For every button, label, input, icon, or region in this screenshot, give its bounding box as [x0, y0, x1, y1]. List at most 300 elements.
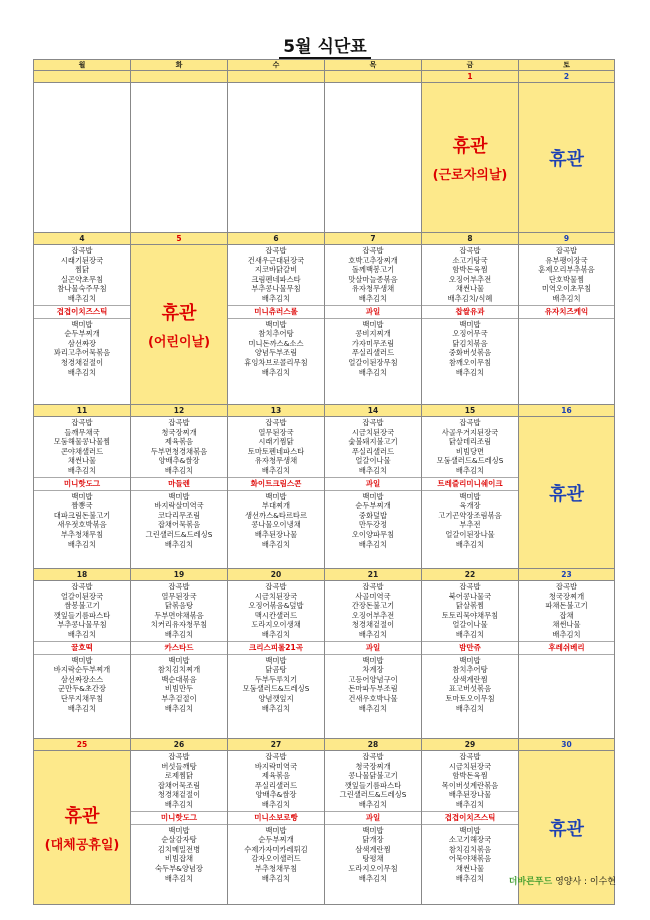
menu-item: 북어콩나물국	[448, 591, 492, 601]
menu-item: 배추김치	[455, 539, 485, 549]
snack-item: 찹쌀유과	[422, 305, 518, 319]
menu-cell	[228, 581, 325, 739]
menu-row	[34, 83, 615, 233]
menu-item: 참치추어탕	[258, 329, 294, 339]
menu-item: 배추김치	[164, 539, 194, 549]
menu-item: 양배추&쌈장	[158, 456, 200, 466]
menu-item: 오징어부추전	[448, 274, 492, 284]
menu-item: 배추김치	[261, 703, 291, 713]
menu-item: 배추김치	[552, 293, 581, 303]
date-number: 30	[519, 739, 615, 751]
dinner-menu	[228, 491, 324, 551]
menu-item: 참깨오이무침	[448, 357, 492, 367]
empty-cell	[131, 83, 228, 233]
menu-item: 잡곡밥	[71, 582, 93, 591]
holiday-label: 휴관	[549, 483, 584, 505]
dinner-menu	[422, 655, 518, 715]
date-row	[34, 569, 615, 581]
menu-item: 얼갈이나물	[452, 620, 488, 630]
date-number: 15	[422, 405, 519, 417]
menu-item: 배추김치	[358, 703, 388, 713]
menu-item: 감자오이샐러드	[251, 854, 301, 864]
menu-item: 백미밥	[362, 319, 384, 329]
menu-item: 바지락살미역국	[154, 501, 204, 511]
dinner-menu	[325, 655, 421, 715]
dinner-menu	[325, 825, 421, 885]
menu-item: 삼선짜장	[67, 338, 97, 348]
lunch-menu	[131, 751, 227, 811]
lunch-menu	[422, 417, 518, 477]
menu-item: 잡곡밥	[168, 418, 190, 427]
lunch-menu	[131, 581, 227, 641]
menu-item: 부추콩나물무침	[57, 620, 107, 630]
menu-item: 배추김치	[261, 539, 291, 549]
snack-item: 카스타드	[131, 641, 227, 655]
snack-item: 후레쉬베리	[519, 641, 614, 655]
menu-item: 푸실리샐러드	[351, 446, 395, 456]
menu-item: 부추콩나물무침	[251, 284, 301, 294]
menu-cell	[34, 581, 131, 739]
date-number: 19	[131, 569, 228, 581]
menu-row	[34, 245, 615, 405]
date-number: 22	[422, 569, 519, 581]
menu-cell	[131, 581, 228, 739]
menu-item: 양배추&쌈장	[255, 790, 297, 800]
menu-item: 새우젓호박볶음	[57, 520, 107, 530]
date-row	[34, 405, 615, 417]
holiday-label: 휴관	[549, 148, 584, 170]
menu-item: 순살감자탕	[161, 835, 197, 845]
menu-item: 배추김치	[67, 367, 97, 377]
menu-item: 바지락미역국	[254, 761, 298, 771]
dinner-menu	[34, 491, 130, 551]
menu-item: 치커리유자청무침	[150, 620, 208, 630]
snack-item: 유자치즈케익	[519, 305, 614, 319]
menu-item: 배추김치	[358, 367, 388, 377]
empty-cell	[325, 83, 422, 233]
date-number: 6	[228, 233, 325, 245]
menu-item: 잡곡밥	[555, 246, 578, 255]
menu-item: 닭볶음탕	[164, 601, 194, 611]
menu-item: 잡곡밥	[71, 246, 93, 255]
snack-item: 과일	[325, 641, 421, 655]
dinner-menu	[325, 319, 421, 379]
menu-item: 배추김치	[358, 465, 388, 475]
date-number: 8	[422, 233, 519, 245]
menu-item: 사골미역국	[355, 591, 391, 601]
date-number: 16	[519, 405, 615, 417]
lunch-menu	[228, 751, 324, 811]
snack-item: 밤만쥬	[422, 641, 518, 655]
lunch-menu	[34, 245, 130, 305]
menu-item: 배추김치	[358, 539, 388, 549]
menu-item: 비빔당면	[455, 446, 485, 456]
menu-item: 배추김치	[455, 703, 485, 713]
menu-item: 백미밥	[265, 491, 287, 501]
menu-item: 배추김치	[455, 367, 485, 377]
menu-item: 두부면야채볶음	[154, 610, 204, 620]
menu-item: 백순대볶음	[161, 674, 197, 684]
menu-item: 배추김치	[67, 703, 97, 713]
lunch-menu	[325, 581, 421, 641]
menu-item: 맛살마늘종볶음	[348, 274, 398, 284]
menu-item: 훈제오리부추볶음	[538, 265, 595, 275]
lunch-menu	[519, 245, 614, 305]
menu-item: 함박돈육찜	[452, 265, 488, 275]
dinner-menu	[34, 655, 130, 715]
menu-item: 배추김치	[261, 367, 291, 377]
menu-item: 소고기해장국	[448, 835, 492, 845]
menu-item: 배추김치	[67, 629, 97, 639]
nutritionist-label: 영양사 : 이수현	[555, 877, 616, 887]
menu-item: 시래기된장국	[60, 255, 104, 265]
menu-item: 배추김치	[358, 293, 388, 303]
day-header: 화	[131, 60, 228, 71]
menu-item: 푸실리샐러드	[254, 780, 298, 790]
lunch-menu	[422, 581, 518, 641]
menu-item: 잡곡밥	[71, 418, 93, 427]
menu-item: 휴잉차브로콜리무침	[244, 357, 308, 367]
date-number: 29	[422, 739, 519, 751]
menu-item: 백미밥	[265, 825, 287, 835]
menu-item: 호박고추장찌개	[348, 255, 398, 265]
date-number: 2	[519, 71, 615, 83]
menu-item: 콩나물닭불고기	[348, 771, 398, 781]
menu-item: 얼갈이된장무침	[348, 357, 398, 367]
lunch-menu	[228, 245, 324, 305]
menu-item: 채썬나물	[455, 284, 485, 294]
menu-item: 백미밥	[71, 491, 93, 501]
menu-item: 푸실리샐러드	[351, 348, 395, 358]
menu-item: 콘야채샐러드	[60, 446, 104, 456]
holiday-reason: (어린이날)	[147, 335, 211, 350]
menu-item: 배추김치	[455, 873, 485, 883]
snack-item: 마들렌	[131, 477, 227, 491]
menu-item: 부추겉절이	[161, 693, 197, 703]
menu-cell	[131, 751, 228, 905]
holiday-label: 휴관	[452, 136, 488, 157]
menu-item: 배추김치	[67, 465, 97, 475]
menu-item: 수제가자미카레튀김	[244, 844, 308, 854]
menu-item: 콩비지찌개	[355, 329, 391, 339]
menu-cell	[325, 245, 422, 405]
menu-item: 배추김치	[67, 539, 97, 549]
menu-item: 제육볶음	[164, 437, 194, 447]
menu-item: 깻잎들기름파스타	[53, 610, 111, 620]
dinner-menu	[228, 825, 324, 885]
lunch-menu	[325, 751, 421, 811]
day-header: 목	[325, 60, 422, 71]
date-number: 26	[131, 739, 228, 751]
menu-item: 모둠샐러드&드레싱S	[242, 684, 310, 694]
dinner-menu	[325, 491, 421, 551]
menu-item: 잡곡밥	[265, 752, 287, 761]
menu-item: 백미밥	[459, 825, 481, 835]
menu-item: 목이버섯계란볶음	[441, 780, 499, 790]
holiday-cell	[519, 83, 615, 233]
day-header-row	[34, 60, 615, 71]
menu-item: 잡곡밥	[265, 418, 287, 427]
footer	[509, 874, 616, 887]
dinner-menu	[228, 319, 324, 379]
menu-item: 바지락순두부찌개	[53, 665, 111, 675]
menu-item: 배추김치	[358, 873, 388, 883]
menu-item: 모둠해물콩나물찜	[53, 437, 111, 447]
date-number: 9	[519, 233, 615, 245]
menu-item: 청경채겉절이	[60, 357, 104, 367]
menu-item: 참치김치찌개	[157, 665, 201, 675]
date-number	[228, 71, 325, 83]
menu-item: 오징어무국	[452, 329, 488, 339]
menu-item: 백미밥	[265, 655, 287, 665]
menu-item: 도라지오이무침	[348, 863, 398, 873]
menu-item: 단호박물찜	[548, 274, 585, 284]
menu-item: 생선까스&타르타르	[244, 510, 308, 520]
menu-item: 소고기탕국	[452, 255, 488, 265]
menu-item: 짬뽕국	[71, 501, 93, 511]
menu-item: 청국장찌개	[548, 591, 585, 601]
holiday-label: 휴관	[64, 806, 100, 827]
menu-item: 백미밥	[362, 655, 384, 665]
menu-item: 도라지오이생채	[251, 620, 301, 630]
menu-item: 잡곡밥	[555, 582, 578, 591]
date-number: 18	[34, 569, 131, 581]
menu-item: 닭김치볶음	[452, 338, 488, 348]
menu-item: 육개장	[459, 501, 481, 511]
menu-item: 닭살볶찜	[455, 601, 485, 611]
snack-item: 꿀호떡	[34, 641, 130, 655]
menu-item: 시금치된장국	[351, 427, 395, 437]
menu-item: 찜닭	[74, 265, 90, 275]
snack-item: 과일	[325, 811, 421, 825]
date-number: 21	[325, 569, 422, 581]
menu-item: 부추전	[459, 520, 481, 530]
lunch-menu	[228, 581, 324, 641]
menu-item: 잡곡밥	[362, 582, 384, 591]
menu-item: 중화덮밥	[358, 510, 388, 520]
date-number	[131, 71, 228, 83]
lunch-menu	[131, 417, 227, 477]
holiday-label: 휴관	[549, 818, 584, 840]
menu-item: 비빔만두	[164, 684, 194, 694]
menu-item: 그린샐러드&드레싱S	[339, 790, 407, 800]
menu-item: 백미밥	[459, 319, 481, 329]
dinner-menu	[228, 655, 324, 715]
menu-item: 배추김치	[164, 703, 194, 713]
menu-item: 유자청무생채	[254, 456, 298, 466]
menu-item: 채썬나물	[455, 863, 485, 873]
menu-item: 잡곡밥	[459, 752, 481, 761]
lunch-menu	[325, 417, 421, 477]
empty-cell	[34, 83, 131, 233]
lunch-menu	[422, 751, 518, 811]
date-number: 23	[519, 569, 615, 581]
menu-item: 토토리묵야채무침	[441, 610, 499, 620]
menu-item: 백미밥	[362, 825, 384, 835]
menu-item: 표고버섯볶음	[448, 684, 492, 694]
menu-cell	[325, 417, 422, 569]
date-number	[34, 71, 131, 83]
menu-item: 파채돈불고기	[545, 601, 588, 611]
menu-item: 양념두부조림	[254, 348, 298, 358]
menu-calendar	[33, 59, 615, 905]
menu-item: 양념깻잎지	[258, 693, 294, 703]
menu-item: 토마토펜네파스타	[247, 446, 305, 456]
menu-item: 차계장	[362, 665, 384, 675]
menu-item: 백미밥	[71, 319, 93, 329]
menu-item: 잡곡밥	[459, 418, 481, 427]
menu-item: 닭곰탕	[265, 665, 287, 675]
menu-cell	[519, 581, 615, 739]
menu-item: 배추김치	[67, 293, 97, 303]
menu-item: 배추김치	[455, 799, 485, 809]
menu-item: 얼갈이나물	[355, 456, 391, 466]
menu-item: 제육볶음	[261, 771, 291, 781]
menu-item: 유자청무생채	[351, 284, 395, 294]
menu-item: 순두부찌개	[64, 329, 100, 339]
menu-item: 배추김치/식혜	[447, 293, 493, 303]
menu-item: 배추김치	[261, 293, 291, 303]
menu-item: 가자미무조림	[351, 338, 395, 348]
dinner-menu	[519, 319, 614, 321]
holiday-cell	[131, 245, 228, 405]
menu-item: 잡곡밥	[362, 418, 384, 427]
menu-item: 배추김치	[164, 799, 194, 809]
menu-item: 실곤약초무침	[60, 274, 104, 284]
menu-item: 오징어볶음&덮밥	[248, 601, 304, 611]
menu-item: 함박돈육찜	[452, 771, 488, 781]
menu-item: 열무된장국	[161, 591, 197, 601]
dinner-menu	[34, 319, 130, 379]
menu-item: 어묵야채볶음	[448, 854, 492, 864]
menu-item: 맥시칸샐러드	[254, 610, 298, 620]
menu-item: 잡곡밥	[168, 752, 190, 761]
menu-item: 청경채겉절이	[157, 790, 201, 800]
menu-item: 배추김치	[358, 799, 388, 809]
menu-item: 부추청채무침	[60, 529, 104, 539]
menu-item: 백미밥	[71, 655, 93, 665]
lunch-menu	[228, 417, 324, 477]
menu-cell	[422, 245, 519, 405]
menu-item: 건새우근대된장국	[247, 255, 305, 265]
menu-item: 만두강정	[358, 520, 388, 530]
menu-item: 배추김치	[164, 465, 194, 475]
date-number: 20	[228, 569, 325, 581]
menu-item: 삼선짜장소스	[60, 674, 104, 684]
holiday-reason: (근로자의날)	[432, 168, 508, 183]
menu-cell	[228, 245, 325, 405]
snack-item: 트레즐리미니쉐이크	[422, 477, 518, 491]
menu-item: 잡채어묵조림	[157, 780, 201, 790]
menu-item: 배추된장나물	[254, 529, 298, 539]
menu-item: 고기곤약장조림볶음	[438, 510, 502, 520]
menu-item: 숙두부&양념장	[155, 863, 203, 873]
menu-cell	[422, 417, 519, 569]
day-header: 금	[422, 60, 519, 71]
menu-item: 오징어부추전	[351, 610, 395, 620]
menu-item: 참치김치볶음	[448, 844, 492, 854]
snack-item: 과일	[325, 477, 421, 491]
snack-item: 겹겹이치즈스틱	[34, 305, 130, 319]
menu-item: 순두부찌개	[355, 501, 391, 511]
date-row	[34, 233, 615, 245]
menu-item: 백미밥	[362, 491, 384, 501]
menu-item: 들깨무채국	[64, 427, 100, 437]
menu-cell	[228, 751, 325, 905]
lunch-menu	[34, 417, 130, 477]
snack-item: 미니핫도그	[34, 477, 130, 491]
menu-item: 얼갈이된장국	[60, 591, 104, 601]
menu-item: 백미밥	[265, 319, 287, 329]
menu-item: 배추김치	[358, 629, 388, 639]
date-number: 14	[325, 405, 422, 417]
menu-item: 비빔잡채	[164, 854, 194, 864]
menu-cell	[519, 245, 615, 405]
menu-item: 배추된장나물	[448, 790, 492, 800]
menu-item: 청국장찌개	[161, 427, 197, 437]
menu-item: 배추김치	[552, 629, 581, 639]
menu-item: 백미밥	[168, 491, 190, 501]
menu-item: 배추김치	[261, 465, 291, 475]
menu-item: 잡곡밥	[265, 582, 287, 591]
menu-cell	[422, 581, 519, 739]
menu-item: 잡곡밥	[459, 582, 481, 591]
dinner-menu	[131, 491, 227, 551]
menu-item: 미니돈까스&소스	[248, 338, 304, 348]
menu-cell	[34, 245, 131, 405]
menu-item: 잡곡밥	[459, 246, 481, 255]
dinner-menu	[519, 655, 614, 657]
menu-item: 참나물숙주무침	[57, 284, 107, 294]
date-number: 12	[131, 405, 228, 417]
menu-cell	[325, 751, 422, 905]
menu-item: 얼갈이된장나물	[445, 529, 495, 539]
menu-item: 버섯들깨탕	[161, 761, 197, 771]
menu-item: 모둠샐러드&드레싱S	[436, 456, 504, 466]
menu-item: 시래기찜닭	[258, 437, 294, 447]
page-title: 5월 식단표	[0, 32, 650, 57]
menu-item: 시금치된장국	[448, 761, 492, 771]
menu-cell	[131, 417, 228, 569]
date-number	[325, 71, 422, 83]
menu-item: 배추김치	[455, 465, 485, 475]
menu-item: 잡곡밥	[362, 246, 384, 255]
menu-item: 삼색계란찜	[355, 844, 391, 854]
menu-item: 코다리무조림	[157, 510, 201, 520]
menu-item: 백미밥	[168, 825, 190, 835]
menu-item: 김치메밀전병	[157, 844, 201, 854]
menu-cell	[228, 417, 325, 569]
menu-item: 꽈리고추어묵볶음	[53, 348, 111, 358]
date-number: 13	[228, 405, 325, 417]
snack-item: 미니츄러스롤	[228, 305, 324, 319]
date-number: 25	[34, 739, 131, 751]
menu-item: 백미밥	[459, 655, 481, 665]
menu-item: 오이양파무침	[351, 529, 395, 539]
menu-item: 유부팽이장국	[545, 255, 588, 265]
menu-item: 삼색계란찜	[452, 674, 488, 684]
snack-item: 미니핫도그	[131, 811, 227, 825]
menu-item: 지코바닭갈비	[254, 265, 298, 275]
dinner-menu	[422, 825, 518, 885]
menu-item: 고등어양념구이	[348, 674, 398, 684]
snack-item: 크리스피롤21곡	[228, 641, 324, 655]
menu-item: 참치추어탕	[452, 665, 488, 675]
menu-item: 잡곡밥	[168, 582, 190, 591]
menu-item: 배추김치	[164, 873, 194, 883]
menu-item: 열무된장국	[258, 427, 294, 437]
menu-item: 간장돈불고기	[351, 601, 395, 611]
